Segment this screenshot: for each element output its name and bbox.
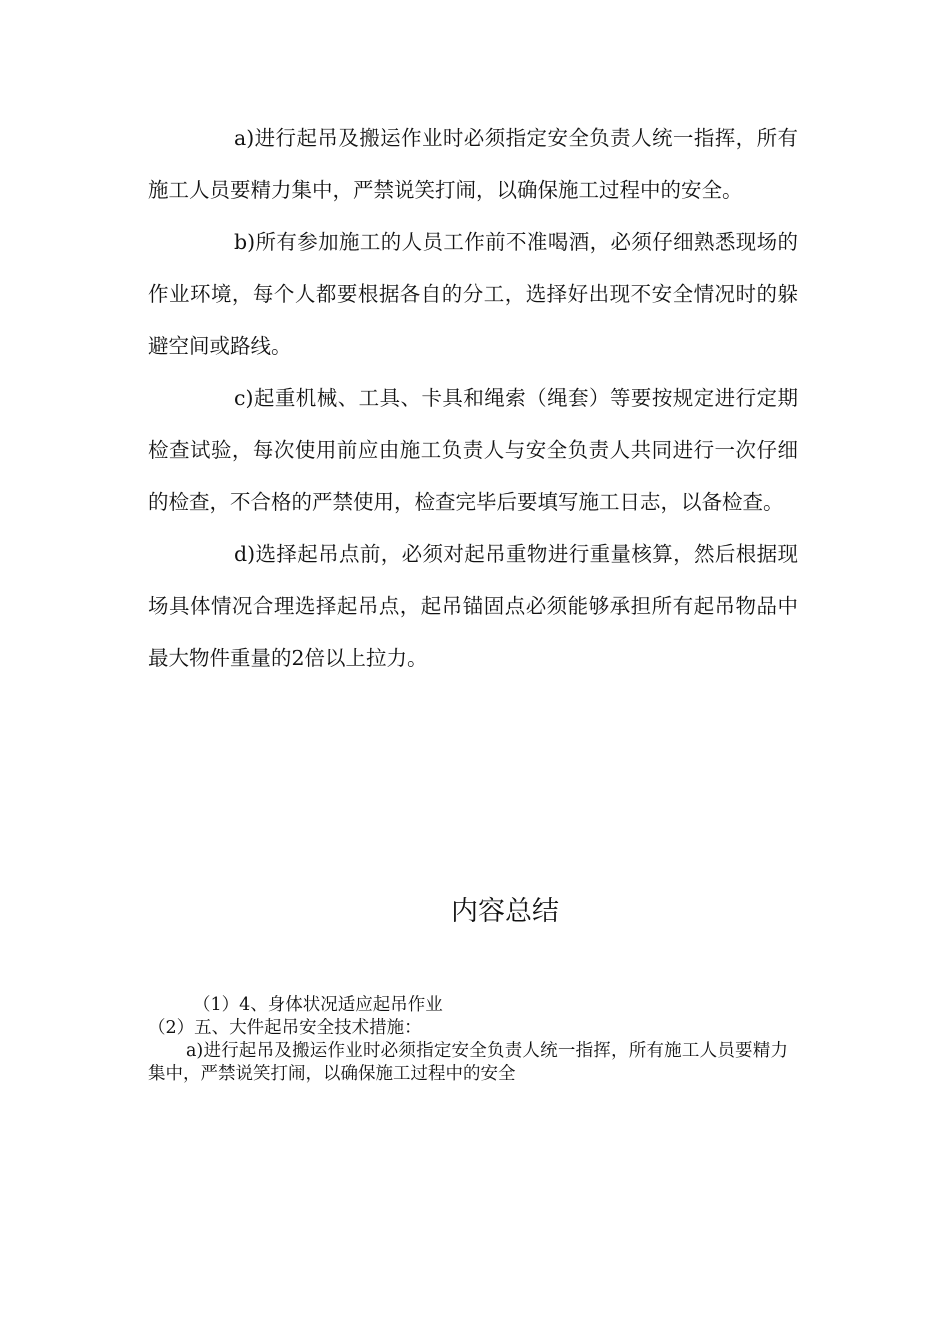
summary-item-2: （2）五、大件起吊安全技术措施： [148,1018,422,1038]
paragraph-b: b)所有参加施工的人员工作前不准喝酒，必须仔细熟悉现场的作业环境，每个人都要根据各自的分工，选择好出现不安全情况时的躲避空间或路线。 [148,230,798,358]
paragraph-d: d)选择起吊点前，必须对起吊重物进行重量核算，然后根据现场具体情况合理选择起吊点，起吊锚固点必须能够承担所有起吊物品中最大物件重量的2倍以上拉力。 [148,542,798,670]
summary-title: 内容总结 [451,896,559,927]
document-body [148,112,798,684]
paragraph-c: c)起重机械、工具、卡具和绳索（绳套）等要按规定进行定期检查试验，每次使用前应由施工负责人与安全负责人共同进行一次仔细的检查，不合格的严禁使用，检查完毕后要填写施工日志，以备检查。 [148,386,798,514]
paragraph-a: a)进行起吊及搬运作业时必须指定安全负责人统一指挥，所有施工人员要精力集中，严禁说笑打闹，以确保施工过程中的安全。 [148,126,798,202]
summary-section [148,994,788,1086]
summary-item-3: a)进行起吊及搬运作业时必须指定安全负责人统一指挥，所有施工人员要精力集中，严禁说笑打闹，以确保施工过程中的安全 [148,1041,788,1084]
summary-item-1: （1）4、身体状况适应起吊作业 [193,995,443,1015]
